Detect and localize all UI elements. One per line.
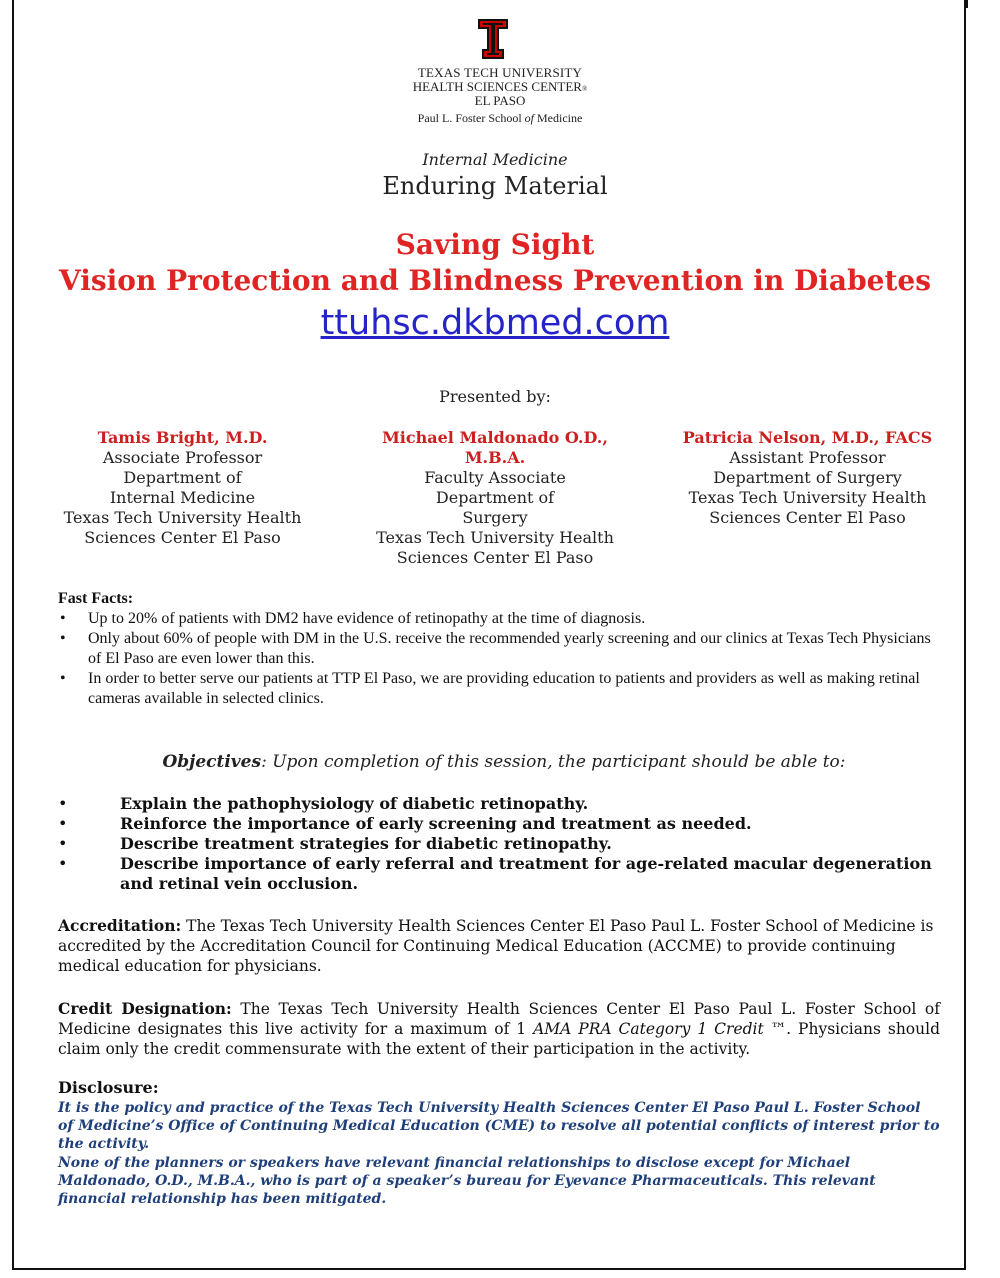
fast-facts-section	[58, 589, 938, 709]
logo-line-university: TEXAS TECH UNIVERSITY	[417, 65, 583, 80]
speaker-card	[360, 428, 630, 568]
speaker-institution: Texas Tech University Health	[376, 528, 614, 547]
fast-fact-item: • Only about 60% of people with DM in the U.S. receive the recommended yearly screening and our clinics at Texas Tech Physicians of El Paso are even lower than this.	[58, 629, 938, 669]
speaker-name: Tamis Bright, M.D.	[97, 428, 268, 447]
accreditation-label: Accreditation:	[58, 916, 182, 935]
material-type: Enduring Material	[382, 172, 608, 200]
registered-mark: ®	[581, 85, 588, 93]
department-label: Internal Medicine	[422, 150, 568, 169]
objectives-label: Objectives	[162, 752, 262, 772]
credit-designation-paragraph	[58, 999, 940, 1059]
logo-line-hsc: HEALTH SCIENCES CENTER®	[412, 79, 588, 94]
speaker-institution: Sciences Center El Paso	[709, 508, 906, 527]
objectives-section	[58, 794, 938, 894]
logo-line-el-paso: EL PASO	[474, 93, 526, 108]
objective-item: • Explain the pathophysiology of diabetic retinopathy.	[58, 794, 938, 814]
speaker-dept: Internal Medicine	[109, 488, 256, 507]
objectives-list	[58, 794, 938, 894]
speaker-card	[680, 428, 935, 528]
fast-facts-list	[58, 609, 938, 709]
speaker-dept: Department of	[435, 488, 555, 507]
objectives-intro: : Upon completion of this session, the participant should be able to:	[261, 752, 846, 772]
speaker-institution: Texas Tech University Health	[688, 488, 927, 507]
accreditation-paragraph	[58, 916, 940, 976]
accreditation-text: The Texas Tech University Health Sciences Center El Paso Paul L. Foster School of Medicine is accredited by the Accreditation Council for Continuing Medical Education (ACCME) to provide continuing medical education for physicians.	[58, 917, 934, 975]
fast-fact-item: • In order to better serve our patients at TTP El Paso, we are providing education to patients and providers as well as making retinal cameras available in selected clinics.	[58, 669, 938, 709]
ttuhsc-logo	[402, 18, 598, 130]
speaker-institution: Sciences Center El Paso	[84, 528, 281, 547]
objective-item: • Describe importance of early referral and treatment for age-related macular degeneration and retinal vein occlusion.	[58, 854, 938, 894]
speaker-title: Faculty Associate	[424, 468, 566, 487]
speaker-dept: Department of Surgery	[713, 468, 902, 487]
logo-line-school: Paul L. Foster School of Medicine	[417, 111, 583, 125]
speaker-card	[60, 428, 305, 548]
disclosure-relationships-text: None of the planners or speakers have relevant financial relationships to disclose except for Michael Maldonado, O.D., M.B.A., who is part of a speaker’s bureau for Eyevance Pharmaceuticals. This relevant financial relationship has been mitigated.	[58, 1155, 876, 1207]
objective-item: • Describe treatment strategies for diabetic retinopathy.	[58, 834, 938, 854]
speaker-institution: Sciences Center El Paso	[396, 548, 594, 567]
disclosure-heading: Disclosure:	[58, 1078, 159, 1097]
credit-text-after: . Physicians should claim only the credit commensurate with the extent of their participation in the activity.	[58, 1020, 941, 1058]
double-t-logo-icon	[477, 18, 509, 60]
course-url-link[interactable]: ttuhsc.dkbmed.com	[320, 303, 670, 343]
objectives-heading	[0, 752, 1000, 772]
speaker-name: Michael Maldonado O.D., M.B.A.	[382, 428, 608, 467]
title-subtitle: Vision Protection and Blindness Prevention in Diabetes	[59, 264, 931, 297]
speaker-institution: Texas Tech University Health	[63, 508, 302, 527]
objective-item: • Reinforce the importance of early screening and treatment as needed.	[58, 814, 938, 834]
credit-label: Credit Designation:	[58, 999, 232, 1018]
credit-category: AMA PRA Category 1 Credit ™	[533, 1020, 787, 1038]
fast-facts-heading: Fast Facts:	[58, 590, 134, 607]
speaker-name: Patricia Nelson, M.D., FACS	[682, 428, 933, 447]
title-saving-sight: Saving Sight	[395, 228, 595, 261]
disclosure-policy-text: It is the policy and practice of the Texas Tech University Health Sciences Center El Paso Paul L. Foster School of Medicine’s Office of Continuing Medical Education (CME) to resolve all potential conflicts of interest prior to the activity.	[58, 1100, 940, 1152]
page-border-corner	[966, 0, 968, 8]
speaker-dept: Department of	[123, 468, 242, 487]
speaker-title: Associate Professor	[102, 448, 263, 467]
speaker-dept: Surgery	[462, 508, 528, 527]
presented-by-label: Presented by:	[439, 387, 551, 406]
credit-text: The Texas Tech University Health Sciences Center El Paso Paul L. Foster School of Medicine designates this live activity for a maximum of 1	[58, 1000, 941, 1038]
speaker-title: Assistant Professor	[729, 448, 886, 467]
fast-fact-item: • Up to 20% of patients with DM2 have evidence of retinopathy at the time of diagnosis.	[58, 609, 938, 629]
